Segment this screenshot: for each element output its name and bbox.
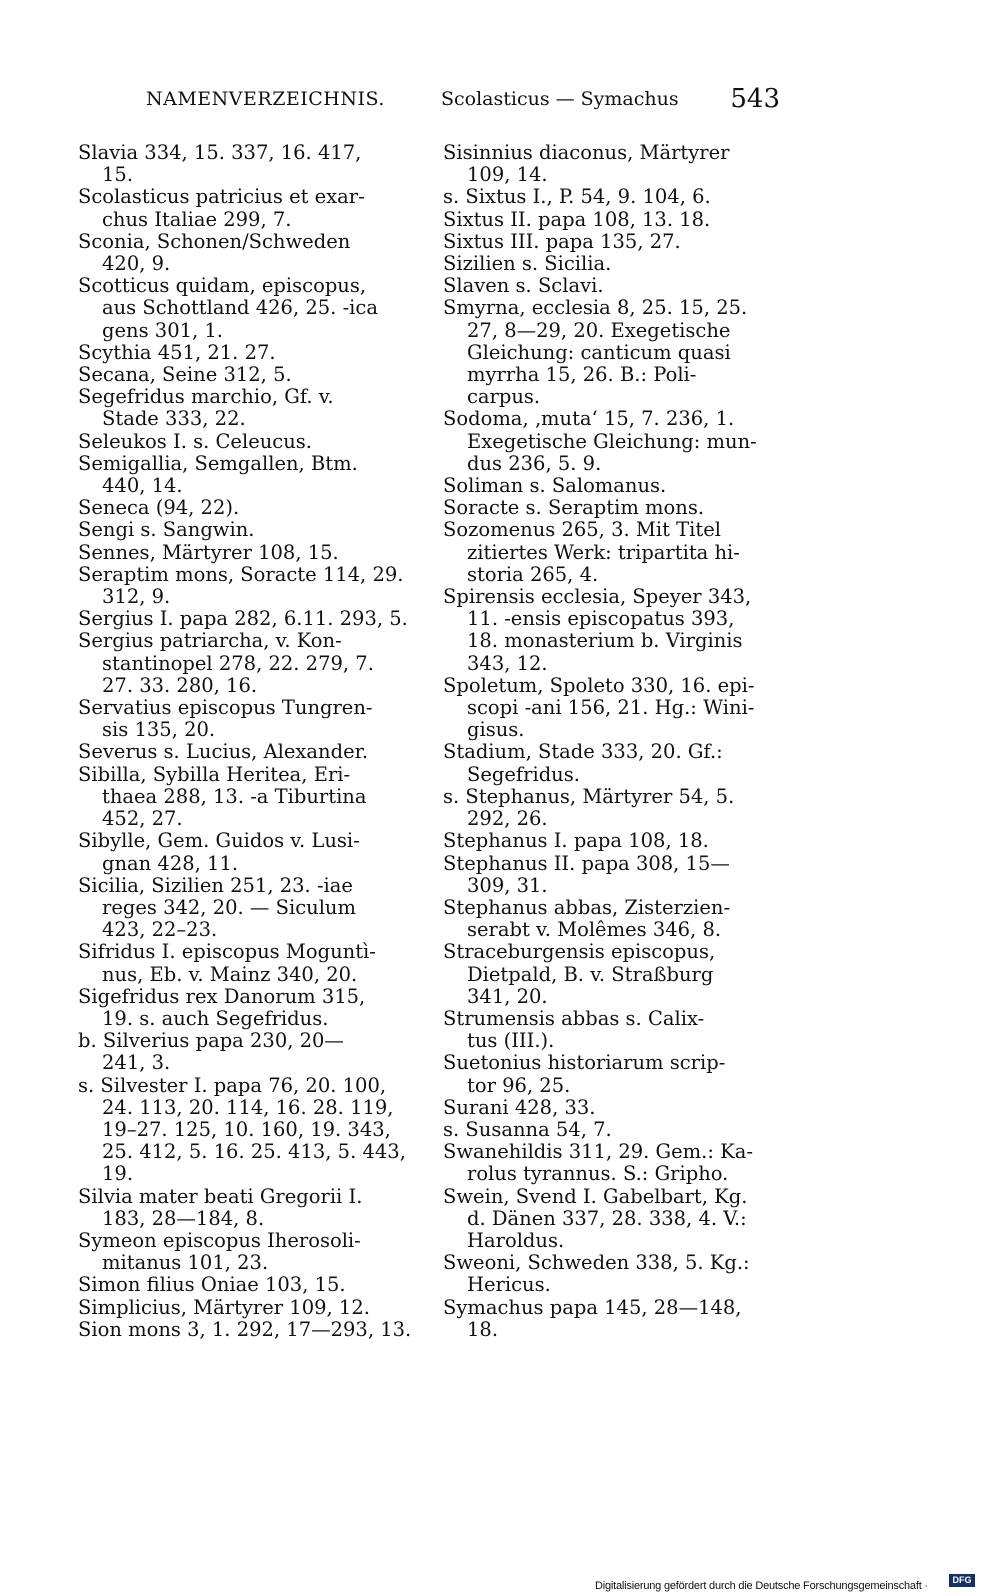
index-entry: [443, 741, 779, 785]
index-entry-text: Scotticus quidam, episcopus, aus Schottland 426, 25. -ica gens 301, 1.: [78, 274, 378, 342]
index-entry: [78, 764, 412, 831]
index-entry-text: Sconia, Schonen/Schweden 420, 9.: [78, 229, 351, 276]
index-entry: [78, 542, 412, 564]
index-entry-text: s. Sixtus I., P. 54, 9. 104, 6.: [443, 185, 711, 209]
index-column-right: [443, 142, 779, 1341]
index-entry-text: s. Silvester I. papa 76, 20. 100, 24. 113, 20. 114, 16. 28. 119, 19–27. 125, 10. 160, 19. 343, 25. 412, 5. 16. 25. 413, 5. 443, 19.: [78, 1073, 406, 1186]
index-entry: [78, 231, 412, 275]
index-entry-text: Servatius episcopus Tungren- sis 135, 20.: [78, 696, 373, 742]
running-header: [146, 86, 780, 122]
page-number: 543: [730, 84, 780, 114]
index-entry: [443, 186, 779, 208]
index-entry-text: Stephanus I. papa 108, 18.: [443, 829, 709, 853]
header-title: NAMENVERZEICHNIS.: [146, 88, 385, 110]
index-entry-text: Sergius patriarcha, v. Kon- stantinopel 278, 22. 279, 7. 27. 33. 280, 16.: [78, 629, 374, 697]
footer-credit: Digitalisierung gefördert durch die Deutsche Forschungsgemeinschaft ·: [595, 1580, 928, 1592]
index-entry-text: Seleukos I. s. Celeucus.: [78, 429, 312, 453]
index-entry-text: Severus s. Lucius, Alexander.: [78, 740, 369, 764]
index-entry: [443, 475, 779, 497]
index-entry: [443, 1052, 779, 1096]
index-entry: [78, 1297, 412, 1319]
index-entry-text: Symachus papa 145, 28—148, 18.: [443, 1295, 742, 1341]
index-entry: [443, 675, 779, 742]
index-entry-text: Straceburgensis episcopus, Dietpald, B. v. Straßburg 341, 20.: [443, 940, 716, 1008]
index-entry: [443, 519, 779, 586]
index-entry-text: Segefridus marchio, Gf. v. Stade 333, 22.: [78, 385, 334, 431]
index-entry: [78, 608, 412, 630]
index-entry-text: Semigallia, Semgallen, Btm. 440, 14.: [78, 451, 358, 498]
index-entry-text: Sixtus III. papa 135, 27.: [443, 229, 681, 253]
index-entry-text: Slavia 334, 15. 337, 16. 417, 15.: [78, 141, 362, 187]
index-entry: [78, 986, 412, 1030]
index-entry-text: s. Susanna 54, 7.: [443, 1117, 612, 1141]
index-entry-text: Spoletum, Spoleto 330, 16. epi- scopi -ani 156, 21. Hg.: Wini- gisus.: [443, 673, 755, 742]
index-entry-text: Spirensis ecclesia, Speyer 343, 11. -ensis episcopatus 393, 18. monasterium b. Virginis 343, 12.: [443, 585, 752, 675]
index-entry: [443, 786, 779, 830]
index-entry-text: Stephanus II. papa 308, 15— 309, 31.: [443, 851, 730, 897]
index-entry: [443, 231, 779, 253]
index-entry-text: Sixtus II. papa 108, 13. 18.: [443, 207, 711, 231]
index-entry: [443, 941, 779, 1008]
index-entry: [78, 342, 412, 364]
index-entry: [443, 830, 779, 852]
index-entry-text: Seneca (94, 22).: [78, 496, 240, 520]
index-entry-text: Sozomenus 265, 3. Mit Titel zitiertes Werk: tripartita hi- storia 265, 4.: [443, 518, 740, 586]
index-entry: [443, 142, 779, 186]
index-entry: [443, 497, 779, 519]
index-entry: [443, 1297, 779, 1341]
index-entry-text: Sibylle, Gem. Guidos v. Lusi- gnan 428, 11.: [78, 829, 360, 875]
index-entry: [78, 275, 412, 342]
index-entry: [78, 1319, 412, 1341]
index-entry: [443, 1141, 779, 1185]
index-entry: [78, 497, 412, 519]
index-entry: [443, 1008, 779, 1052]
index-entry-text: Stephanus abbas, Zisterzien- serabt v. Molêmes 346, 8.: [443, 895, 731, 942]
index-entry-text: Symeon episcopus Iherosoli- mitanus 101, 23.: [78, 1228, 361, 1275]
dfg-logo: DFG: [949, 1574, 975, 1587]
index-entry-text: Silvia mater beati Gregorii I. 183, 28—184, 8.: [78, 1184, 363, 1230]
index-entry-text: Scythia 451, 21. 27.: [78, 340, 276, 364]
index-column-left: [78, 142, 412, 1341]
index-entry-text: Seraptim mons, Soracte 114, 29. 312, 9.: [78, 562, 404, 609]
index-entry-text: Swein, Svend I. Gabelbart, Kg. d. Dänen 337, 28. 338, 4. V.: Haroldus.: [443, 1184, 748, 1252]
index-entry-text: Sion mons 3, 1. 292, 17—293, 13.: [78, 1317, 412, 1341]
index-entry-text: Sifridus I. episcopus Moguntì- nus, Eb. v. Mainz 340, 20.: [78, 940, 376, 986]
index-entry: [443, 1186, 779, 1253]
index-entry-text: Soliman s. Salomanus.: [443, 474, 667, 498]
index-entry-text: Smyrna, ecclesia 8, 25. 15, 25. 27, 8—29, 20. Exegetische Gleichung: canticum quasi myrrha 15, 26. B.: Poli- carpus.: [443, 296, 748, 409]
digitization-footer: [595, 1574, 975, 1590]
index-entry-text: Scolasticus patricius et exar- chus Italiae 299, 7.: [78, 185, 365, 231]
index-entry-text: Sergius I. papa 282, 6.11. 293, 5.: [78, 607, 408, 631]
index-entry: [78, 1030, 412, 1074]
index-entry-text: s. Stephanus, Märtyrer 54, 5. 292, 26.: [443, 784, 735, 831]
index-entry: [443, 408, 779, 475]
index-entry-text: Swanehildis 311, 29. Gem.: Ka- rolus tyrannus. S.: Gripho.: [443, 1140, 753, 1186]
index-entry: [443, 1119, 779, 1141]
index-entry-text: Suetonius historiarum scrip- tor 96, 25.: [443, 1051, 726, 1097]
index-entry: [78, 142, 412, 186]
index-entry: [78, 1075, 412, 1186]
index-entry: [443, 1097, 779, 1119]
index-entry: [78, 1274, 412, 1296]
index-entry-text: Simon filius Oniae 103, 15.: [78, 1273, 346, 1297]
index-entry: [443, 253, 779, 275]
index-entry: [78, 186, 412, 230]
index-entry-text: Sennes, Märtyrer 108, 15.: [78, 540, 339, 564]
index-entry: [78, 875, 412, 942]
index-entry: [78, 941, 412, 985]
index-entry: [443, 209, 779, 231]
index-entry-text: Slaven s. Sclavi.: [443, 274, 604, 298]
index-entry-text: Sizilien s. Sicilia.: [443, 252, 612, 276]
index-entry: [443, 586, 779, 675]
index-entry: [78, 830, 412, 874]
index-entry-text: Stadium, Stade 333, 20. Gf.: Segefridus.: [443, 740, 723, 786]
header-range: Scolasticus — Symachus: [441, 88, 679, 110]
index-entry-text: b. Silverius papa 230, 20— 241, 3.: [78, 1029, 344, 1075]
index-entry: [78, 1230, 412, 1274]
index-entry-text: Sigefridus rex Danorum 315, 19. s. auch Segefridus.: [78, 984, 366, 1030]
index-entry: [78, 453, 412, 497]
index-entry: [78, 364, 412, 386]
index-entry-text: Simplicius, Märtyrer 109, 12.: [78, 1295, 370, 1319]
index-entry: [78, 697, 412, 741]
index-entry-text: Strumensis abbas s. Calix- tus (III.).: [443, 1006, 705, 1053]
index-entry: [443, 275, 779, 297]
index-entry-text: Surani 428, 33.: [443, 1095, 596, 1119]
index-entry-text: Secana, Seine 312, 5.: [78, 363, 292, 387]
index-entry-text: Sengi s. Sangwin.: [78, 518, 255, 542]
index-entry-text: Sodoma, ‚muta‘ 15, 7. 236, 1. Exegetische Gleichung: mun- dus 236, 5. 9.: [443, 407, 757, 475]
index-entry-text: Soracte s. Seraptim mons.: [443, 496, 705, 520]
index-entry: [443, 297, 779, 408]
index-entry: [443, 897, 779, 941]
index-entry: [78, 630, 412, 697]
index-entry: [443, 853, 779, 897]
index-entry: [78, 431, 412, 453]
index-entry: [78, 1186, 412, 1230]
index-entry-text: Sisinnius diaconus, Märtyrer 109, 14.: [443, 141, 730, 187]
index-entry: [443, 1252, 779, 1296]
index-entry-text: Sibilla, Sybilla Heritea, Eri- thaea 288, 13. -a Tiburtina 452, 27.: [78, 762, 367, 831]
index-entry: [78, 519, 412, 541]
index-entry-text: Sicilia, Sizilien 251, 23. -iae reges 342, 20. — Siculum 423, 22–23.: [78, 873, 356, 942]
index-entry: [78, 386, 412, 430]
index-entry: [78, 741, 412, 763]
index-entry-text: Sweoni, Schweden 338, 5. Kg.: Hericus.: [443, 1251, 750, 1297]
index-entry: [78, 564, 412, 608]
